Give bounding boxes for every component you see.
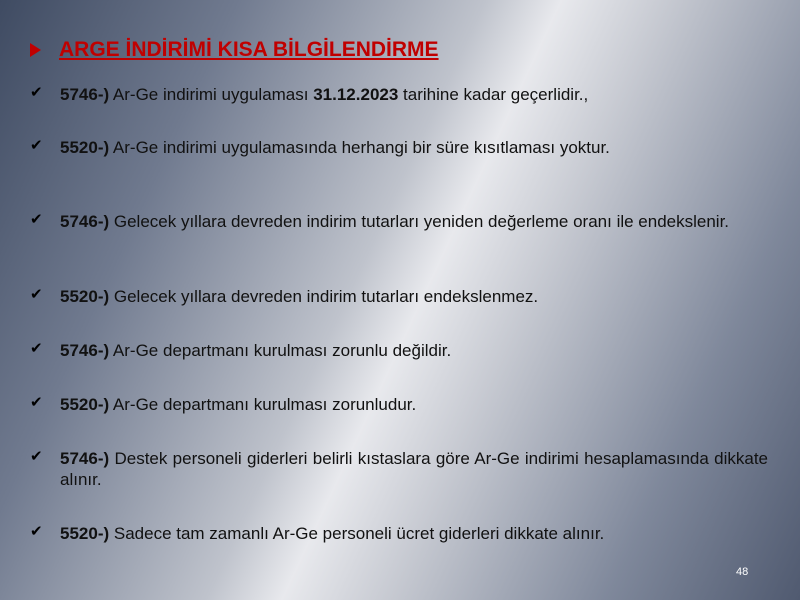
- checkmark-icon: ✔: [30, 340, 43, 357]
- bullet-text-part: Sadece tam zamanlı Ar-Ge personeli ücret giderleri dikkate alınır.: [109, 524, 605, 543]
- bullet-text: [60, 448, 768, 490]
- bullet-text-part: Ar-Ge indirimi uygulamasında herhangi bir süre kısıtlaması yoktur.: [109, 138, 610, 157]
- bullet-text: [60, 394, 768, 415]
- law-code: 5746-): [60, 449, 110, 468]
- list-item: [30, 84, 770, 105]
- bullet-text: [60, 84, 768, 105]
- list-item: [30, 286, 770, 307]
- bullet-text-part: Ar-Ge departmanı kurulması zorunlu değildir.: [109, 341, 452, 360]
- law-code: 5746-): [60, 85, 110, 104]
- title-row: [30, 38, 439, 62]
- law-code: 5520-): [60, 395, 110, 414]
- checkmark-icon: ✔: [30, 286, 43, 303]
- checkmark-icon: ✔: [30, 523, 43, 540]
- law-code: 5520-): [60, 138, 110, 157]
- list-item: [30, 394, 770, 415]
- checkmark-icon: ✔: [30, 211, 43, 228]
- slide-title: ARGE İNDİRİMİ KISA BİLGİLENDİRME: [59, 38, 439, 61]
- law-code: 5746-): [60, 341, 110, 360]
- checkmark-icon: ✔: [30, 137, 43, 154]
- bullet-text-part: Gelecek yıllara devreden indirim tutarları yeniden değerleme oranı ile endekslenir.: [109, 212, 730, 231]
- law-code: 5746-): [60, 212, 110, 231]
- list-item: [30, 340, 770, 361]
- page-number: 48: [736, 566, 749, 578]
- bullet-text: [60, 137, 768, 158]
- bullet-text: [60, 523, 768, 544]
- list-item: [30, 523, 770, 544]
- law-code: 5520-): [60, 287, 110, 306]
- arrow-right-icon: [30, 43, 41, 57]
- list-item: [30, 137, 770, 158]
- law-code: 5520-): [60, 524, 110, 543]
- bullet-text-part: Ar-Ge departmanı kurulması zorunludur.: [109, 395, 417, 414]
- list-item: [30, 211, 770, 232]
- checkmark-icon: ✔: [30, 84, 43, 101]
- checkmark-icon: ✔: [30, 448, 43, 465]
- bullet-text-part: Ar-Ge indirimi uygulaması: [109, 85, 314, 104]
- bullet-text: [60, 340, 768, 361]
- checkmark-icon: ✔: [30, 394, 43, 411]
- bullet-text-part: tarihine kadar geçerlidir.,: [398, 85, 589, 104]
- bullet-text: [60, 211, 768, 232]
- bullet-text-part: Gelecek yıllara devreden indirim tutarları endekslenmez.: [109, 287, 539, 306]
- deadline-date: 31.12.2023: [313, 85, 399, 104]
- bullet-text-part: Destek personeli giderleri belirli kıstaslara göre Ar-Ge indirimi hesaplamasında dikkate alınır.: [60, 449, 768, 489]
- list-item: [30, 448, 770, 490]
- bullet-text: [60, 286, 768, 307]
